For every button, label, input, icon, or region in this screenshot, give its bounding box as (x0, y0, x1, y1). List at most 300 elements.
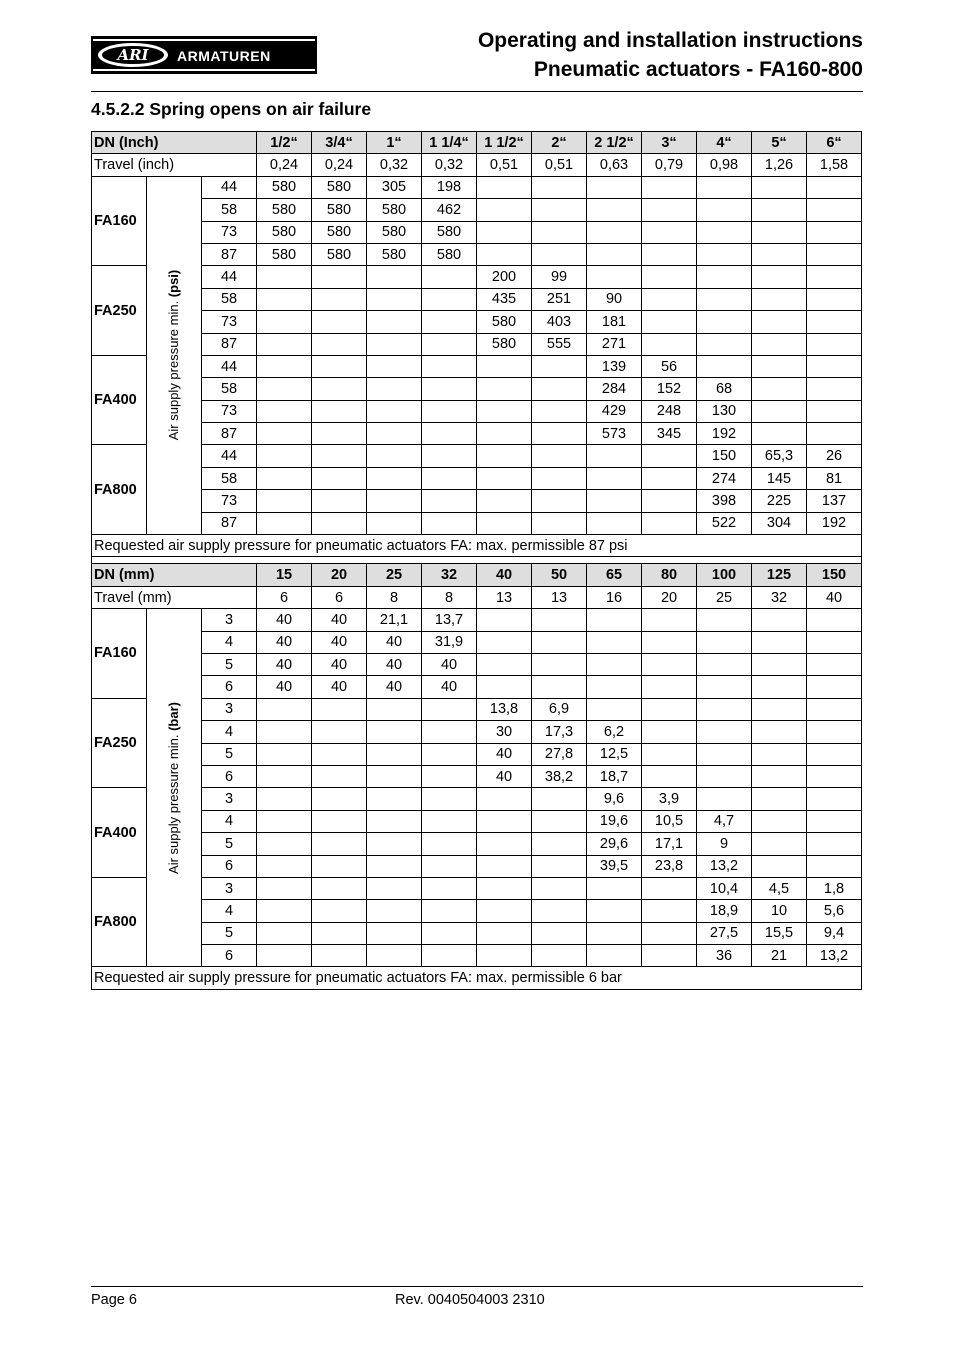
force-cell: 40 (312, 653, 367, 675)
force-cell: 18,7 (587, 765, 642, 787)
force-cell (532, 788, 587, 810)
force-cell (807, 266, 862, 288)
force-cell (312, 512, 367, 534)
force-cell (642, 922, 697, 944)
force-cell (752, 653, 807, 675)
force-cell (257, 288, 312, 310)
force-cell (587, 243, 642, 265)
force-cell: 580 (477, 333, 532, 355)
force-cell (807, 400, 862, 422)
force-cell (642, 698, 697, 720)
force-cell (257, 721, 312, 743)
force-cell: 225 (752, 490, 807, 512)
pressure-axis-cell (147, 176, 202, 534)
table-row (92, 423, 862, 445)
force-cell (642, 631, 697, 653)
force-cell: 65,3 (752, 445, 807, 467)
force-cell: 13,2 (697, 855, 752, 877)
force-cell (367, 378, 422, 400)
note-row (92, 967, 862, 989)
force-cell: 580 (422, 243, 477, 265)
force-cell (532, 445, 587, 467)
force-cell (367, 788, 422, 810)
force-cell (697, 221, 752, 243)
actuator-model: FA800 (92, 877, 147, 967)
force-cell (367, 333, 422, 355)
pressure-axis-text: Air supply pressure min. (166, 730, 181, 874)
travel-value: 13 (532, 586, 587, 608)
force-cell: 81 (807, 467, 862, 489)
travel-value: 0,51 (532, 154, 587, 176)
force-cell (367, 512, 422, 534)
force-cell (312, 877, 367, 899)
pressure-value: 5 (202, 743, 257, 765)
force-cell (697, 676, 752, 698)
force-cell (477, 609, 532, 631)
travel-value: 20 (642, 586, 697, 608)
table-row (92, 609, 862, 631)
force-cell: 435 (477, 288, 532, 310)
force-cell: 305 (367, 176, 422, 198)
force-cell (257, 743, 312, 765)
force-cell (587, 266, 642, 288)
force-cell: 36 (697, 945, 752, 967)
force-cell (697, 311, 752, 333)
force-cell (752, 355, 807, 377)
force-cell (697, 765, 752, 787)
force-cell (367, 288, 422, 310)
force-cell: 580 (257, 199, 312, 221)
pressure-value: 87 (202, 333, 257, 355)
force-cell: 40 (422, 676, 477, 698)
logo-mark-text: ARI (117, 46, 149, 64)
force-cell (642, 445, 697, 467)
force-cell (257, 333, 312, 355)
force-cell (477, 810, 532, 832)
force-cell (752, 788, 807, 810)
force-cell (752, 765, 807, 787)
force-cell (367, 266, 422, 288)
force-cell (642, 199, 697, 221)
force-cell (642, 877, 697, 899)
force-cell (532, 833, 587, 855)
force-cell (807, 721, 862, 743)
force-cell (257, 355, 312, 377)
force-cell: 345 (642, 423, 697, 445)
force-cell: 580 (312, 221, 367, 243)
force-cell (312, 743, 367, 765)
table-row (92, 653, 862, 675)
table-row (92, 400, 862, 422)
force-cell (312, 721, 367, 743)
table-row (92, 333, 862, 355)
force-cell (422, 490, 477, 512)
actuator-model: FA250 (92, 266, 147, 356)
force-cell (697, 355, 752, 377)
force-cell (587, 490, 642, 512)
force-cell (367, 900, 422, 922)
force-cell (312, 490, 367, 512)
force-cell: 13,7 (422, 609, 477, 631)
force-cell: 17,1 (642, 833, 697, 855)
force-cell (642, 609, 697, 631)
force-cell: 40 (257, 653, 312, 675)
table-row (92, 743, 862, 765)
pressure-value: 73 (202, 490, 257, 512)
force-cell: 40 (422, 653, 477, 675)
force-cell: 6,2 (587, 721, 642, 743)
force-cell (422, 311, 477, 333)
force-cell (752, 721, 807, 743)
force-cell (422, 743, 477, 765)
force-cell (807, 788, 862, 810)
page-number: Page 6 (91, 1292, 137, 1308)
table-row (92, 176, 862, 198)
force-cell (807, 855, 862, 877)
force-cell (642, 676, 697, 698)
pressure-value: 87 (202, 423, 257, 445)
force-cell (752, 855, 807, 877)
pressure-value: 4 (202, 810, 257, 832)
travel-value: 0,24 (257, 154, 312, 176)
force-cell (752, 378, 807, 400)
size-header: 25 (367, 564, 422, 586)
pressure-value: 73 (202, 311, 257, 333)
max-pressure-note: Requested air supply pressure for pneumatic actuators FA: max. permissible 6 bar (92, 967, 862, 989)
force-cell (532, 855, 587, 877)
force-cell (532, 467, 587, 489)
force-cell: 40 (312, 676, 367, 698)
force-cell (642, 333, 697, 355)
force-cell: 181 (587, 311, 642, 333)
force-cell (532, 423, 587, 445)
force-cell (257, 698, 312, 720)
force-cell: 580 (312, 243, 367, 265)
dn-header-row (92, 132, 862, 154)
size-header: 1 1/4“ (422, 132, 477, 154)
table-row (92, 765, 862, 787)
actuator-model: FA400 (92, 355, 147, 445)
mm-table-body (92, 564, 862, 989)
force-cell (697, 743, 752, 765)
dn-label: DN (mm) (92, 564, 257, 586)
force-cell: 4,5 (752, 877, 807, 899)
force-cell (477, 631, 532, 653)
force-cell (807, 311, 862, 333)
pressure-value: 6 (202, 765, 257, 787)
pressure-axis-label (166, 270, 182, 441)
document-title-line2: Pneumatic actuators - FA160-800 (533, 58, 863, 81)
force-cell (477, 676, 532, 698)
force-cell: 6,9 (532, 698, 587, 720)
force-cell (642, 490, 697, 512)
force-cell (697, 333, 752, 355)
force-cell (477, 199, 532, 221)
force-cell: 274 (697, 467, 752, 489)
size-header: 2 1/2“ (587, 132, 642, 154)
force-cell: 555 (532, 333, 587, 355)
pressure-value: 44 (202, 355, 257, 377)
force-cell (422, 900, 477, 922)
force-cell: 9,6 (587, 788, 642, 810)
travel-value: 0,32 (367, 154, 422, 176)
size-header: 50 (532, 564, 587, 586)
force-cell (422, 698, 477, 720)
force-cell (532, 609, 587, 631)
size-header: 1“ (367, 132, 422, 154)
force-cell (752, 199, 807, 221)
force-cell (422, 288, 477, 310)
force-cell (312, 467, 367, 489)
pressure-value: 4 (202, 900, 257, 922)
force-cell (697, 788, 752, 810)
force-cell (807, 288, 862, 310)
force-cell (367, 467, 422, 489)
force-cell (367, 810, 422, 832)
force-cell (807, 378, 862, 400)
force-cell: 192 (697, 423, 752, 445)
travel-value: 6 (312, 586, 367, 608)
force-cell: 152 (642, 378, 697, 400)
force-cell (532, 512, 587, 534)
force-cell (532, 900, 587, 922)
force-cell (752, 676, 807, 698)
force-cell (752, 266, 807, 288)
force-cell (367, 765, 422, 787)
ari-armaturen-logo (91, 36, 317, 74)
force-cell (532, 810, 587, 832)
force-cell (642, 266, 697, 288)
size-header: 2“ (532, 132, 587, 154)
spacer-cell (92, 557, 862, 564)
force-cell: 9,4 (807, 922, 862, 944)
travel-value: 0,98 (697, 154, 752, 176)
force-cell (752, 288, 807, 310)
force-cell (807, 698, 862, 720)
force-cell (752, 609, 807, 631)
section-title: 4.5.2.2 Spring opens on air failure (91, 99, 372, 119)
travel-row (92, 586, 862, 608)
force-cell (752, 243, 807, 265)
force-cell: 29,6 (587, 833, 642, 855)
force-cell (257, 445, 312, 467)
force-cell: 40 (477, 743, 532, 765)
table-row (92, 922, 862, 944)
force-cell: 40 (257, 609, 312, 631)
size-header: 15 (257, 564, 312, 586)
size-header: 3/4“ (312, 132, 367, 154)
force-cell (422, 788, 477, 810)
table-row (92, 378, 862, 400)
force-cell (257, 922, 312, 944)
force-cell: 580 (367, 221, 422, 243)
pressure-value: 44 (202, 176, 257, 198)
force-cell (367, 698, 422, 720)
table-row (92, 445, 862, 467)
force-cell (312, 810, 367, 832)
size-header: 125 (752, 564, 807, 586)
force-cell: 40 (367, 653, 422, 675)
force-cell (257, 400, 312, 422)
force-cell (752, 423, 807, 445)
force-cell: 304 (752, 512, 807, 534)
force-cell (587, 698, 642, 720)
force-cell: 198 (422, 176, 477, 198)
force-cell: 23,8 (642, 855, 697, 877)
size-header: 5“ (752, 132, 807, 154)
travel-value: 13 (477, 586, 532, 608)
table-row (92, 243, 862, 265)
inch-table-body (92, 132, 862, 557)
force-cell: 40 (312, 631, 367, 653)
pressure-value: 58 (202, 288, 257, 310)
force-cell (642, 176, 697, 198)
force-cell: 90 (587, 288, 642, 310)
pressure-value: 73 (202, 221, 257, 243)
travel-label: Travel (inch) (92, 154, 257, 176)
pressure-value: 5 (202, 833, 257, 855)
force-cell (312, 922, 367, 944)
force-cell (532, 653, 587, 675)
table-row (92, 266, 862, 288)
travel-label: Travel (mm) (92, 586, 257, 608)
force-cell (367, 445, 422, 467)
force-cell (367, 922, 422, 944)
size-header: 3“ (642, 132, 697, 154)
pressure-value: 58 (202, 199, 257, 221)
travel-value: 1,58 (807, 154, 862, 176)
force-cell (532, 176, 587, 198)
force-cell (257, 900, 312, 922)
force-cell (697, 653, 752, 675)
force-cell (807, 199, 862, 221)
actuator-model: FA400 (92, 788, 147, 878)
table-row (92, 721, 862, 743)
note-row (92, 535, 862, 557)
force-cell (697, 631, 752, 653)
force-cell (587, 922, 642, 944)
force-cell: 192 (807, 512, 862, 534)
size-header: 80 (642, 564, 697, 586)
travel-value: 0,79 (642, 154, 697, 176)
force-cell (367, 855, 422, 877)
force-cell (422, 877, 477, 899)
force-cell (422, 445, 477, 467)
force-cell (367, 355, 422, 377)
travel-value: 8 (422, 586, 477, 608)
force-cell (367, 490, 422, 512)
force-cell (697, 698, 752, 720)
force-cell (367, 400, 422, 422)
force-cell: 580 (367, 199, 422, 221)
force-cell (477, 512, 532, 534)
force-cell: 5,6 (807, 900, 862, 922)
force-cell (532, 378, 587, 400)
force-cell: 19,6 (587, 810, 642, 832)
force-cell (587, 631, 642, 653)
pressure-value: 58 (202, 467, 257, 489)
force-cell (477, 788, 532, 810)
force-cell: 27,8 (532, 743, 587, 765)
force-cell (367, 423, 422, 445)
pressure-value: 4 (202, 631, 257, 653)
force-cell: 27,5 (697, 922, 752, 944)
pressure-axis-unit: (psi) (166, 270, 181, 298)
force-cell: 398 (697, 490, 752, 512)
travel-value: 0,24 (312, 154, 367, 176)
force-cell (477, 900, 532, 922)
size-header: 6“ (807, 132, 862, 154)
force-cell (367, 743, 422, 765)
force-cell (312, 288, 367, 310)
force-cell (312, 900, 367, 922)
force-cell (642, 311, 697, 333)
table-row (92, 490, 862, 512)
force-cell (807, 221, 862, 243)
size-header: 1/2“ (257, 132, 312, 154)
force-cell (367, 833, 422, 855)
table-row (92, 900, 862, 922)
force-cell (697, 243, 752, 265)
force-cell (642, 467, 697, 489)
force-cell: 429 (587, 400, 642, 422)
pressure-value: 4 (202, 721, 257, 743)
pressure-axis-unit: (bar) (166, 701, 181, 731)
force-cell (587, 877, 642, 899)
force-cell (587, 199, 642, 221)
force-cell (312, 833, 367, 855)
pressure-value: 44 (202, 445, 257, 467)
dn-label: DN (Inch) (92, 132, 257, 154)
force-cell (587, 445, 642, 467)
force-cell: 40 (477, 765, 532, 787)
force-cell (422, 378, 477, 400)
force-cell (752, 176, 807, 198)
force-cell: 200 (477, 266, 532, 288)
force-cell (807, 631, 862, 653)
table-row (92, 631, 862, 653)
force-cell: 251 (532, 288, 587, 310)
force-cell (477, 833, 532, 855)
force-cell (422, 765, 477, 787)
force-cell: 580 (312, 176, 367, 198)
actuator-model: FA160 (92, 609, 147, 699)
force-cell: 284 (587, 378, 642, 400)
force-cell (422, 423, 477, 445)
force-cell (532, 490, 587, 512)
force-cell (312, 266, 367, 288)
force-cell (257, 810, 312, 832)
force-cell: 139 (587, 355, 642, 377)
force-cell: 9 (697, 833, 752, 855)
force-cell (477, 922, 532, 944)
pressure-value: 3 (202, 698, 257, 720)
actuator-model: FA250 (92, 698, 147, 788)
pressure-value: 6 (202, 945, 257, 967)
actuator-model: FA160 (92, 176, 147, 266)
force-cell (587, 221, 642, 243)
force-cell (697, 199, 752, 221)
max-pressure-note: Requested air supply pressure for pneumatic actuators FA: max. permissible 87 psi (92, 535, 862, 557)
force-cell (642, 288, 697, 310)
force-cell: 99 (532, 266, 587, 288)
revision-number: Rev. 0040504003 2310 (395, 1292, 545, 1308)
force-cell (312, 423, 367, 445)
force-cell: 38,2 (532, 765, 587, 787)
force-cell (257, 855, 312, 877)
force-cell (422, 810, 477, 832)
pressure-value: 58 (202, 378, 257, 400)
